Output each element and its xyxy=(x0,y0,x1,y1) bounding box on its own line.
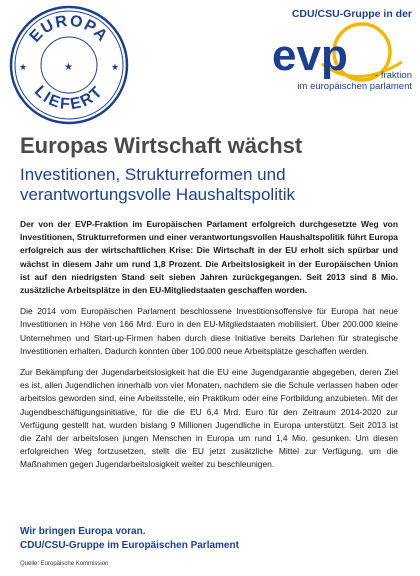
seal-bottom-text: LIEFERT xyxy=(30,82,108,114)
page-subtitle: Investitionen, Strukturreformen und verantwortungsvolle Haushaltspolitik xyxy=(20,165,295,204)
svg-text:★: ★ xyxy=(64,62,73,73)
cdu-csu-evp-branding xyxy=(212,8,412,20)
article-body xyxy=(20,218,398,480)
closing-line-2: CDU/CSU-Gruppe im Europäischen Parlament xyxy=(20,540,239,551)
seal-graphic xyxy=(8,4,130,126)
seal-stars xyxy=(19,62,119,73)
svg-text:EUROPA xyxy=(27,13,112,46)
fraktion-line-1: - fraktion xyxy=(375,70,412,81)
evp-wordmark: evp xyxy=(272,31,348,80)
page-title: Europas Wirtschaft wächst xyxy=(20,133,303,158)
source-note: Quelle: Europäische Kommission xyxy=(20,561,109,567)
svg-text:LIEFERT xyxy=(31,83,107,114)
closing-statement xyxy=(20,525,400,553)
lead-paragraph: Der von der EVP-Fraktion im Europäischen Parlament erfolgreich durchgesetzte Weg von Investitionen, Strukturreformen und einer verantwortungsvollen Haushaltspolitik führt Europa erfolgreich aus der wirtschaftlichen Krise: Die Wirtschaft in der EU erholt sich spürbar und wächst in diesem Jahr um rund 1,8 Prozent. Die Arbeitslosigkeit in der Europäischen Union ist auf den niedrigsten Stand seit sieben Jahren zurückgegangen. Seit 2013 sind 8 Mio. zusätzliche Arbeitsplätze in den EU-Mitgliedstaaten geschaffen worden. xyxy=(20,219,398,296)
fraktion-line-2: im europäischen parlament xyxy=(297,81,412,92)
group-line: CDU/CSU-Gruppe in der xyxy=(291,8,412,20)
svg-text:★: ★ xyxy=(111,63,120,73)
europa-liefert-seal xyxy=(8,4,130,126)
svg-text:★: ★ xyxy=(19,63,28,73)
fraktion-text xyxy=(297,70,412,92)
body-paragraph: Die 2014 vom Europäischen Parlament beschlossene Investitionsoffensive für Europa hat neue Investitionen in Höhe von 166 Mrd. Euro in den EU-Mitgliedstaaten mobilisiert. Über 200.000 kleine Unternehmen und Start-up-Firmen haben durch diese Initiative bereits Darlehen für strategische Investitionen erhalten. Dadurch konnten über 100.000 neue Arbeitsplätze geschaffen werden. xyxy=(20,306,398,356)
seal-top-text: EUROPA xyxy=(26,12,112,46)
body-paragraph: Zur Bekämpfung der Jugendarbeitslosigkeit hat die EU eine Jugendgarantie abgegeben, deren Ziel es ist, allen Jugendlichen innerhalb von vier Monaten, nachdem sie die Schule verlassen haben oder arbeitslos geworden sind, eine Arbeitsstelle, ein Praktikum oder eine Fortbildung anzubieten. Mit der Jugendbeschäftigungsinitiative, für die die EU 6,4 Mrd. Euro für den Zeitraum 2014-2020 zur Verfügung gestellt hat, wurden bislang 9 Millionen Jugendliche in Europa unterstützt. Seit 2013 ist die Zahl der arbeitslosen jungen Menschen in Europa um rund 1,4 Mio. gesunken. Um diesen erfolgreichen Weg fortzusetzen, stellt die EU jetzt zusätzliche Mittel zur Verfügung, um die Maßnahmen gegen Jugendarbeitslosigkeit weiter zu beschleunigen. xyxy=(20,367,398,470)
closing-line-1: Wir bringen Europa voran. xyxy=(20,526,146,537)
